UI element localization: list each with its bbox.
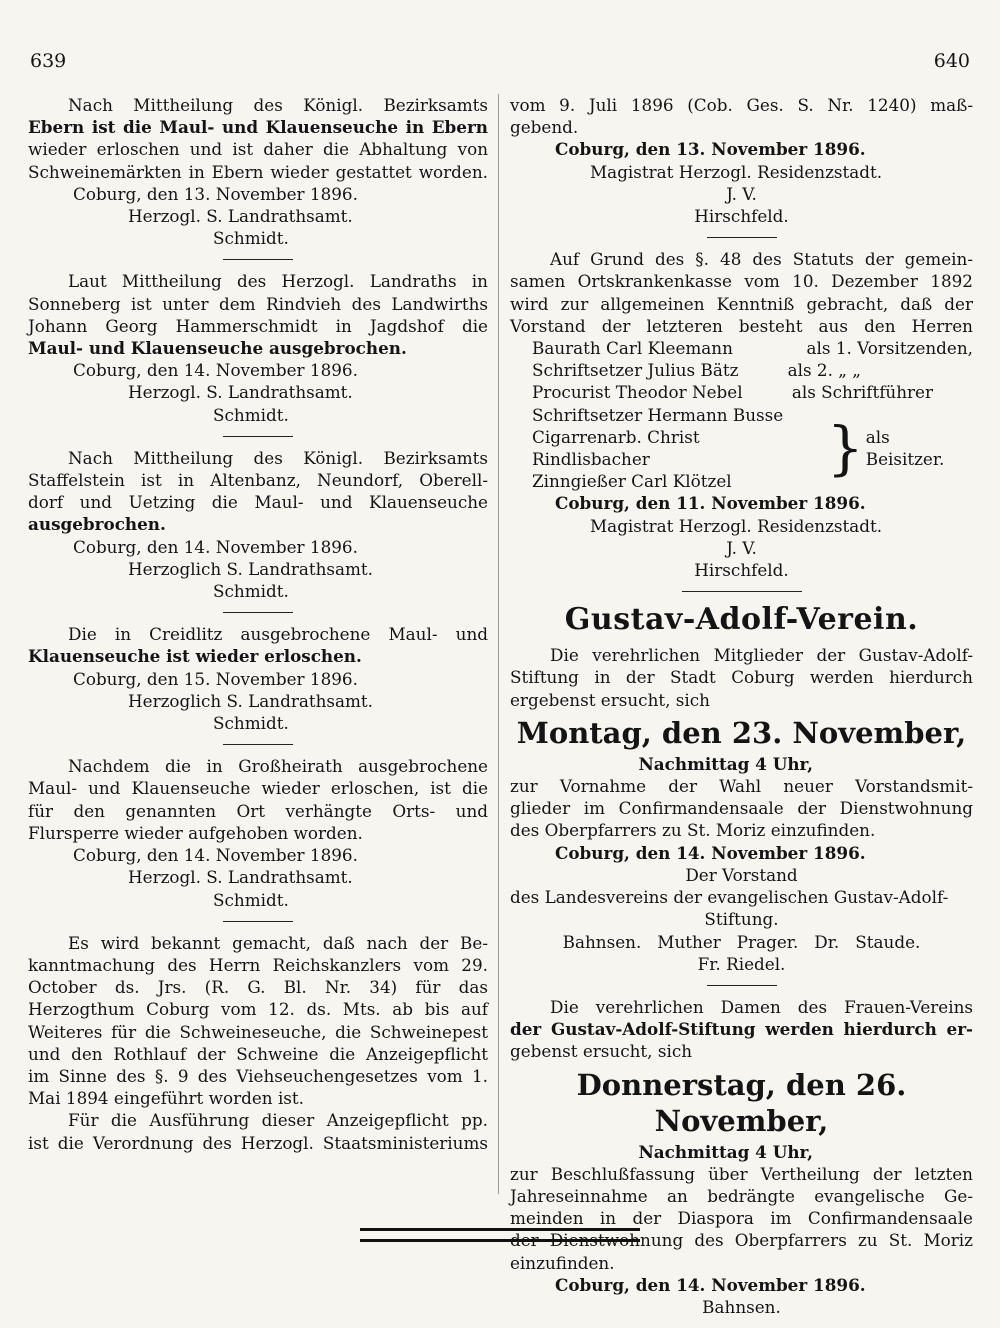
board-member [510,337,973,359]
member-role: als Schriftführer [791,382,933,403]
notice-line: ergebenst ersucht, sich [510,689,710,710]
notice-office: Herzoglich S. Landrathsamt. [128,690,373,711]
board-member [510,359,973,381]
notice-sonneberg [28,270,488,425]
notice-office: Herzogl. S. Landrathsamt. [128,867,353,888]
notice-line: für den genannten Ort verhängte Orts- und [28,800,488,821]
notice-line: und den Rothlauf der Schweine die Anzeigepflicht [28,1043,488,1064]
notice-line: Stiftung in der Stadt Coburg werden hierdurch [510,667,973,688]
notice-frauen-verein [510,996,973,1318]
notice-date: Coburg, den 13. November 1896. [73,183,358,204]
separator-rule [223,921,293,922]
notice-signature: Schmidt. [213,228,289,249]
notice-line: Auf Grund des §. 48 des Statuts der gemein- [550,249,973,270]
notice-line: Klauenseuche ist wieder erloschen. [28,646,362,667]
notice-line: Die verehrlichen Damen des Frauen-Vereins [550,996,973,1017]
assessors-group [510,404,973,493]
page-number-right: 640 [933,50,970,72]
notice-line: Johann Georg Hammerschmidt in Jagdshof die [28,315,488,336]
notice-continuation [510,94,973,227]
notice-line: Die verehrlichen Mitglieder der Gustav-Adolf- [550,645,973,666]
notice-iv: J. V. [726,537,757,558]
notice-signature: Schmidt. [213,713,289,734]
separator-rule [682,591,802,592]
member-role: als 1. Vorsitzenden, [806,338,973,359]
right-column [510,94,973,1328]
separator-rule [223,259,293,260]
notice-line: gebend. [510,117,579,138]
notice-iv: J. V. [726,183,757,204]
notice-line: Ebern ist die Maul- und Klauenseuche in Ebern [28,117,488,138]
left-column [28,94,488,1164]
notice-date: Coburg, den 14. November 1896. [555,1274,866,1295]
meeting-date: Montag, den 23. November, [516,715,967,750]
notice-line: Jahreseinnahme an bedrängte evangelische Ge- [510,1185,973,1206]
notice-line: Schweinemärkten in Ebern wieder gestattet worden. [28,161,488,182]
assessor-name: Zinngießer Carl Klötzel [532,471,732,492]
meeting-time: Nachmittag 4 Uhr, [638,753,813,774]
separator-rule [707,985,777,986]
notice-line: Mai 1894 eingeführt worden ist. [28,1088,304,1109]
notice-line: im Sinne des §. 9 des Viehseuchengesetzes vom 1. [28,1065,488,1086]
notice-date: Coburg, den 14. November 1896. [555,842,866,863]
notice-signature: Schmidt. [213,889,289,910]
notice-line: Staffelstein ist in Altenbanz, Neundorf, Oberell- [28,470,488,491]
separator-rule [707,237,777,238]
notice-gustav-adolf-verein [510,600,973,975]
notice-line: Sonneberg ist unter dem Rindvieh des Landwirths [28,293,488,314]
member-name: Schriftsetzer Julius Bätz [532,360,739,381]
member-role: als 2. „ „ [787,360,861,381]
notice-line: Maul- und Klauenseuche ausgebrochen. [28,338,407,359]
notice-date: Coburg, den 14. November 1896. [73,360,358,381]
notice-office: Herzogl. S. Landrathsamt. [128,206,353,227]
notice-line: des Oberpfarrers zu St. Moriz einzufinden. [510,820,876,841]
separator-rule [223,436,293,437]
notice-line: einzufinden. [510,1252,615,1273]
assessors-list [510,404,821,493]
notice-signature: Hirschfeld. [694,560,789,581]
notice-line: wird zur allgemeinen Kenntniß gebracht, daß der [510,293,973,314]
notice-line: kanntmachung des Herrn Reichskanzlers vom 29. [28,954,488,975]
notice-line: Es wird bekannt gemacht, daß nach der Be- [68,932,488,953]
notice-line: Für die Ausführung dieser Anzeigepflicht pp. [68,1110,488,1131]
notice-ortskrankenkasse [510,248,973,581]
notice-signature: Fr. Riedel. [697,953,786,974]
notice-line: Nach Mittheilung des Königl. Bezirksamts [68,95,488,115]
member-name: Baurath Carl Kleemann [532,338,733,359]
notice-line: Herzogthum Coburg vom 12. ds. Mts. ab bis auf [28,999,488,1020]
notice-line: meinden in der Diaspora im Confirmandensaale [510,1208,973,1229]
notice-signature: Schmidt. [213,581,289,602]
notice-line: gebenst ersucht, sich [510,1041,693,1062]
notice-line: Vorstand der letzteren besteht aus den Herren [510,315,973,336]
notice-signature: Schmidt. [213,404,289,425]
notice-office: Magistrat Herzogl. Residenzstadt. [590,515,883,536]
notice-signature: Bahnsen. [702,1296,781,1317]
section-heading: Gustav-Adolf-Verein. [564,602,919,638]
notice-office: Der Vorstand [685,864,798,885]
notice-line: ausgebrochen. [28,514,166,535]
notice-signature: Hirschfeld. [694,206,789,227]
notice-line: October ds. Jrs. (R. G. Bl. Nr. 34) für das [28,977,488,998]
notice-line: Laut Mittheilung des Herzogl. Landraths in [68,271,488,292]
notice-line: zur Beschlußfassung über Vertheilung der letzten [510,1163,973,1184]
meeting-time: Nachmittag 4 Uhr, [638,1141,813,1162]
notice-line: dorf und Uetzing die Maul- und Klauenseuche [28,492,488,513]
notice-office: Magistrat Herzogl. Residenzstadt. [590,161,883,182]
notice-date: Coburg, den 14. November 1896. [73,536,358,557]
member-name: Procurist Theodor Nebel [532,382,743,403]
notice-line: der Gustav-Adolf-Stiftung werden hierdurch er- [510,1019,973,1040]
notice-office: Stiftung. [704,909,779,930]
notice-date: Coburg, den 15. November 1896. [73,668,358,689]
notice-line: Weiteres für die Schweineseuche, die Schweinepest [28,1021,488,1042]
notice-office: Herzoglich S. Landrathsamt. [128,558,373,579]
notice-line: der Dienstwohnung des Oberpfarrers zu St. Moriz [510,1230,973,1251]
notice-office: Herzogl. S. Landrathsamt. [128,382,353,403]
notice-creidlitz [28,623,488,734]
notice-grossheirath [28,755,488,910]
separator-rule [223,744,293,745]
notice-line: ist die Verordnung des Herzogl. Staatsministeriums [28,1132,488,1153]
notice-line: Nachdem die in Großheirath ausgebrochene [68,756,488,777]
notice-line: zur Vornahme der Wahl neuer Vorstandsmit- [510,776,973,797]
notice-line: Maul- und Klauenseuche wieder erloschen, ist die [28,778,488,799]
notice-line: Flursperre wieder aufgehoben worden. [28,822,363,843]
notice-staffelstein [28,447,488,602]
notice-date: Coburg, den 13. November 1896. [555,139,866,160]
notice-office: des Landesvereins der evangelischen Gustav-Adolf- [510,887,949,908]
notice-line: samen Ortskrankenkasse vom 10. Dezember 1892 [510,271,973,292]
assessor-name: Schriftsetzer Hermann Busse [532,404,784,425]
notice-ebern [28,94,488,249]
notice-signatures: Bahnsen. Muther Prager. Dr. Staude. [562,931,921,952]
notice-line: Die in Creidlitz ausgebrochene Maul- und [68,624,488,645]
page-number-left: 639 [30,50,67,72]
notice-line: wieder erloschen und ist daher die Abhaltung von [28,139,488,160]
assessor-role: als Beisitzer. [865,426,945,470]
assessor-name: Cigarrenarb. Christ Rindlisbacher [532,426,700,470]
curly-brace-icon: } [826,414,864,483]
notice-anzeigepflicht [28,932,488,1154]
notice-line: glieder im Confirmandensaale der Dienstwohnung [510,798,973,819]
notice-line: vom 9. Juli 1896 (Cob. Ges. S. Nr. 1240) maß- [510,95,973,115]
meeting-date: Donnerstag, den 26. November, [576,1067,907,1138]
board-member [510,381,973,403]
notice-line: Nach Mittheilung des Königl. Bezirksamts [68,447,488,468]
notice-date: Coburg, den 14. November 1896. [73,845,358,866]
separator-rule [223,612,293,613]
footer-double-rule [360,1228,640,1242]
notice-date: Coburg, den 11. November 1896. [555,493,866,514]
